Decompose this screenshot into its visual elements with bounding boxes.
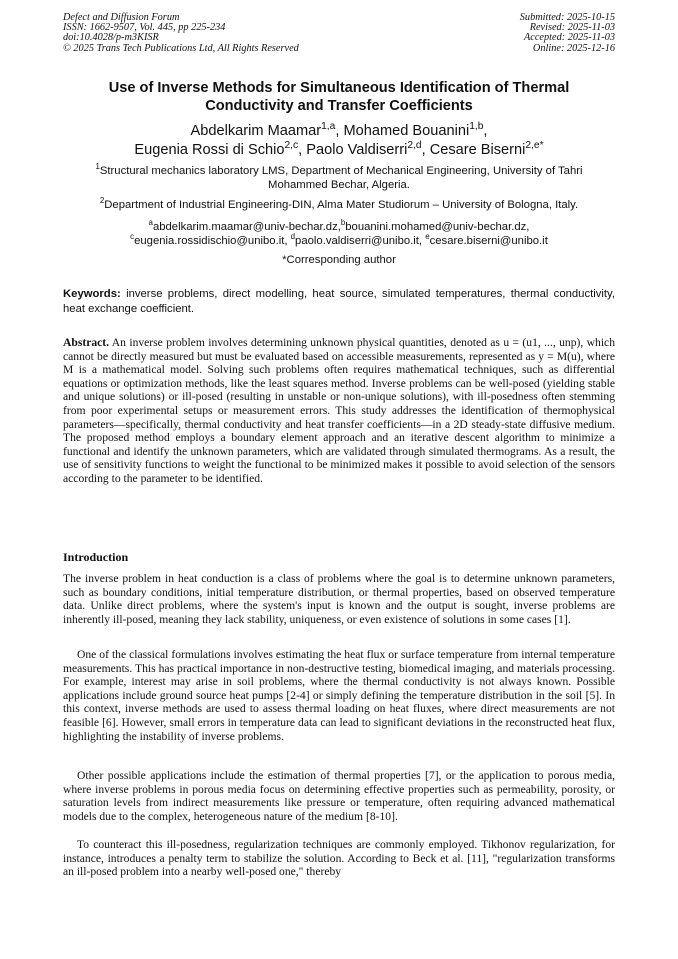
intro-paragraph-3: Other possible applications include the estimation of thermal properties [7], or the application to porous media, where inverse problems in porous media focus on determining effective properties such as permeability, porosity, or saturation levels from indirect measurements like pressure or temperature, often requiring advanced mathematical models due to the complex, heterogeneous nature of the medium [8-10]. bbox=[63, 769, 615, 823]
email-link[interactable]: abdelkarim.maamar@univ-bechar.dz, bbox=[152, 221, 341, 233]
affiliation-2 bbox=[63, 198, 615, 212]
journal-name: Defect and Diffusion Forum bbox=[63, 12, 180, 23]
revised-date: Revised: 2025-11-03 bbox=[529, 22, 615, 34]
accepted-date: Accepted: 2025-11-03 bbox=[523, 32, 615, 44]
email-sup: c bbox=[130, 232, 135, 242]
affiliation-1 bbox=[63, 164, 615, 192]
intro-paragraph-1: The inverse problem in heat conduction is a class of problems where the goal is to determine unknown parameters, such as boundary conditions, initial temperature distribution, or thermal properties, based on observed temperature data. Unlike direct problems, where the system's input is known and the output is sought, inverse problems are inherently ill-posed, meaning they lack stability, uniqueness, or even existence of solutions in some cases [1]. bbox=[63, 572, 615, 626]
abstract-text: An inverse problem involves determining unknown physical quantities, denoted as u = (u1, ..., unp), which cannot be directly measured but must be evaluated based on accessible measurements, represented as y = M(u), where M is a mathematical model. Solving such problems often requires mathematical techniques, such as differential equations or optimization methods, like the least squares method. Inverse problems can be well-posed (yielding stable and unique solutions) or ill-posed (resulting in unstable or non-unique solutions), with ill-posedness often stemming from poor experimental setups or measurement errors. This study addresses the identification of thermophysical parameters—specifically, thermal conductivity and heat transfer coefficients—in a 2D steady-state diffusive medium. The proposed method employs a boundary element approach and an iterative descent algorithm to minimize a functional and identify the unknown parameters, which are validated through simulated thermograms. As a result, the use of sensitivity functions to weight the functional to be minimized makes it possible to avoid selection of the sensors according to the parameter to be identified. bbox=[63, 336, 615, 485]
author-sup: 1,b bbox=[469, 121, 484, 133]
affiliation-number: 1 bbox=[95, 162, 100, 172]
abstract bbox=[63, 336, 615, 486]
online-date: Online: 2025-12-16 bbox=[532, 42, 615, 54]
author-name: Mohamed Bouanini bbox=[343, 123, 470, 139]
author-sup: 2,d bbox=[407, 140, 422, 152]
author-emails bbox=[63, 220, 615, 248]
email-line-1 bbox=[63, 220, 615, 234]
title-line-2: Conductivity and Transfer Coefficients bbox=[205, 98, 473, 114]
author-line-1: Abdelkarim Maamar$^{1,a}$, Mohamed Bouanini$^{1,b}$, bbox=[190, 121, 488, 139]
section-heading-introduction: Introduction bbox=[63, 550, 129, 564]
author-name: Cesare Biserni bbox=[429, 142, 526, 158]
keywords-label: Keywords: bbox=[63, 288, 121, 300]
email-sup: d bbox=[290, 232, 296, 242]
author-sup: 2,c bbox=[284, 140, 299, 152]
keywords-text: inverse problems, direct modelling, heat source, simulated temperatures, thermal conductivity, heat exchange coefficient. bbox=[63, 288, 616, 315]
email-line-2 bbox=[63, 234, 615, 248]
abstract-label: Abstract. bbox=[63, 336, 110, 349]
author-line-2: Eugenia Rossi di Schio$^{2,c}$, Paolo Valdiserri$^{2,d}$, Cesare Biserni$^{2,e*}$ bbox=[134, 140, 544, 158]
corresponding-author-note: *Corresponding author bbox=[282, 254, 396, 266]
email-link[interactable]: cesare.biserni@unibo.it bbox=[429, 235, 548, 247]
email-link[interactable]: bouanini.mohamed@univ-bechar.dz, bbox=[345, 221, 530, 233]
email-sup: a bbox=[148, 218, 153, 228]
author-sup: 2,e* bbox=[525, 140, 544, 152]
copyright: © 2025 Trans Tech Publications Ltd, All Rights Reserved bbox=[63, 42, 299, 54]
affiliation-text: Structural mechanics laboratory LMS, Department of Mechanical Engineering, University of Tahri Mohammed Bechar, Algeria. bbox=[99, 165, 583, 191]
author-list bbox=[63, 122, 615, 160]
email-link[interactable]: paolo.valdiserri@unibo.it, bbox=[295, 235, 423, 247]
email-sup: e bbox=[425, 232, 430, 242]
journal-header-right bbox=[520, 13, 615, 54]
author-name: Paolo Valdiserri bbox=[306, 142, 408, 158]
doi[interactable]: doi:10.4028/p-m3KISR bbox=[63, 32, 159, 44]
title-line-1: Use of Inverse Methods for Simultaneous Identification of Thermal bbox=[108, 80, 570, 96]
intro-paragraph-2: One of the classical formulations involves estimating the heat flux or surface temperature from internal temperature measurements. This has practical importance in non-destructive testing, biomedical imaging, and materials processing. For example, interest may arise in soil problems, where the thermal conductivity is not always known. Possible applications include ground source heat pumps [2-4] or simply defining the temperature distribution in the soil [5]. In this context, inverse methods are used to assess thermal loading on heat fluxes, where direct measurements are not feasible [6]. However, small errors in temperature data can lead to significant deviations in the reconstructed heat flux, highlighting the instability of inverse problems. bbox=[63, 648, 615, 743]
author-name: Abdelkarim Maamar bbox=[190, 123, 322, 139]
keywords bbox=[63, 287, 615, 316]
submitted-date: Submitted: 2025-10-15 bbox=[519, 12, 615, 23]
issn-volume: ISSN: 1662-9507, Vol. 445, pp 225-234 bbox=[63, 22, 226, 34]
email-link[interactable]: eugenia.rossidischio@unibo.it, bbox=[134, 235, 288, 247]
journal-header-left bbox=[63, 13, 299, 54]
email-sup: b bbox=[340, 218, 346, 228]
author-sup: 1,a bbox=[321, 121, 336, 133]
affiliation-number: 2 bbox=[99, 196, 105, 206]
affiliation-text: Department of Industrial Engineering-DIN, Alma Mater Studiorum – University of Bologna, Italy. bbox=[104, 199, 579, 211]
intro-paragraph-4: To counteract this ill-posedness, regularization techniques are commonly employed. Tikhonov regularization, for instance, introduces a penalty term to stabilize the solution. According to Beck et al. [11], "regularization transforms an ill-posed problem into a nearby well-posed one," thereby bbox=[63, 838, 615, 879]
paper-title bbox=[63, 79, 615, 115]
author-name: Eugenia Rossi di Schio bbox=[134, 142, 285, 158]
